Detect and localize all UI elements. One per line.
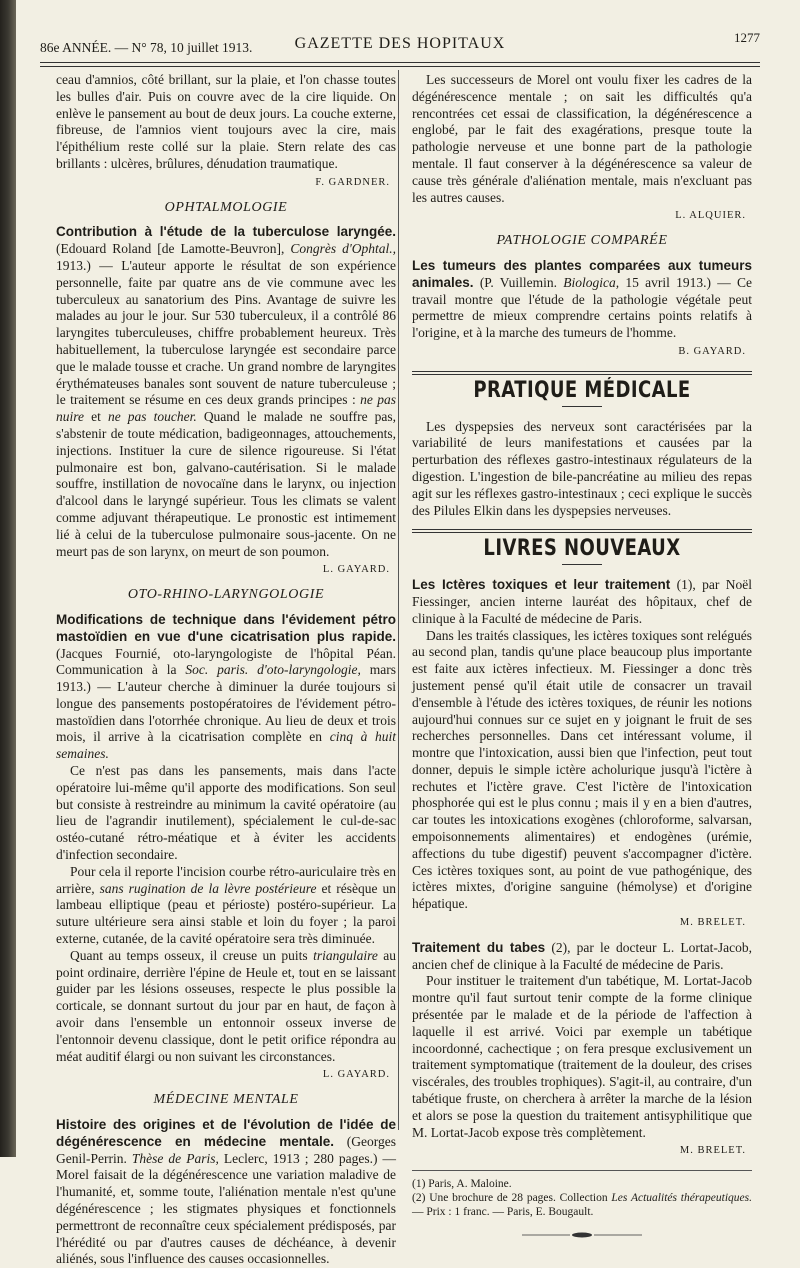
book-tabes-header [412, 940, 752, 974]
article-tumeurs [412, 258, 752, 342]
book-review: Dans les traités classiques, les ictères toxiques sont relégués au second plan, tandis qu'une place beaucoup plus importante est faite aux ictères infectieux. M. Fiessinger a donc très justement pensé qu'il était utile de consacrer un travail d'ensemble à l'étude des ictères toxiques, de réunir les notions aujourd'hui connues sur ce sujet en y joignant le fruit de ses recherches personnelles. Dans cet intéressant volume, il montre que l'intoxication, aussi bien que l'infection, peut tout donner, depuis le simple ictère acholurique jusqu'à l'ictère à rechutes et l'ictère grave. C'est l'ictère de l'intoxication phosphorée qui est le plus connu ; mais il y en a bien d'autres, car toutes les intoxications exogènes (chloroforme, salvarsan, empoisonnements alimentaires) et endogènes (urémie, affections du tube digestif) peuvent s'accompagner d'ictère. Ces ictères toxiques sont, au point de vue pathogénique, des ictères mixtes, d'origine sanguine (hémolyse) et d'origine hépatique. [412, 627, 752, 912]
article-journal: Thèse de Paris, [131, 1150, 219, 1166]
book-author: par Noël Fiessinger, ancien interne lauréat des hôpitaux, chef de clinique à la Faculté de médecine de Paris. [412, 577, 753, 626]
article-degenerescence [56, 1117, 396, 1268]
article-place: [de Lamotte-Beuvron], [157, 241, 285, 257]
article-journal: Congrès d'Ophtal., [290, 241, 397, 257]
article-paragraph: Ce n'est pas dans les pansements, mais dans l'acte opératoire lui-même qu'il apporte des modifications. Son seul but consiste à restreindre au minimum la cavité opératoire (au lieu de l'agrandir inutilement), spécialement le cul-de-sac ostéo-cutané rétro-méatique et à éviter les accidents d'infection secondaire. [56, 763, 396, 863]
book-review: Pour instituer le traitement d'un tabétique, M. Lortat-Jacob montre qu'il faut surtout tenir compte de la forme clinique présentée par le malade et de la période de l'affection à laquelle il est arrivé. Voici par exemple un tabétique incoordonné, cachectique ; on fera presque exclusivement un traitement symptomatique (traitement de la douleur, des crises viscérales, des troubles trophiques). S'agit-il, au contraire, d'un tabétique fruste, on cherchera à arrêter la marche de la lésion et alors se pose la question du traitement antisyphilitique que M. Lortat-Jacob expose très complètement. [412, 973, 752, 1140]
article-tuberculose [56, 224, 396, 560]
right-column [412, 72, 753, 1219]
section-heading-ophtalmologie: OPHTALMOLOGIE [164, 199, 288, 215]
article-year: 1913.) — [56, 257, 113, 273]
footnote-ref: (1), [676, 577, 696, 593]
fleuron-icon [522, 1231, 642, 1239]
article-body: au point ordinaire, derrière l'épine de Heule et, tout en se laissant guider par les lésions osseuses, respecte le plus possible la corticale, se donnant surtout du jour par en haut, de façon à avoir dans l'ensemble un entonnoir osseux inverse de l'entonnoir devenu classique, dont le petit orifice répondra au méat auditif élargi ou non suivant les circonstances. [56, 947, 396, 1064]
footnote-text: (2) Une brochure de 28 pages. Collection [412, 1192, 608, 1205]
page-header [40, 30, 760, 66]
header-rule [40, 62, 760, 63]
page-number: 1277 [734, 30, 760, 45]
book-author: par le docteur L. Lortat-Jacob, ancien chef de clinique à la Faculté de médecine de Paris. [412, 939, 753, 972]
article-emphasis: ne pas nuire [56, 392, 396, 425]
article-emphasis: triangulaire [313, 947, 378, 963]
signature: M. BRELET. [679, 1145, 746, 1157]
article-author: (P. Vuillemin. [479, 274, 558, 290]
article-body: L'auteur apporte le résultat de son expérience personnelle, faite par quatre ans de vie commune avec les tuberculeux au sanatorium des Pins. Avantage de suivre les malades au jour le jour. Sur 530 tuberculeux, il a contrôlé 86 laryngites tuberculeuses, chiffre probablement heureux. Très habituellement, la tuberculose laryngée est secondaire parce que le malade tousse et crache. Un grand nombre de laryngites érythémateuses banales sont souvent de nature tuberculeuse ; le traitement se résume en ces deux grands principes : [56, 257, 397, 408]
article-emphasis: ne pas toucher. [107, 409, 197, 425]
binding-spine [0, 0, 16, 1157]
article-author: (Edouard Roland [56, 241, 152, 257]
article-emphasis: sans rugination de la lèvre postérieure [99, 880, 317, 896]
article-title: Les tumeurs des plantes comparées aux tumeurs animales. [412, 257, 752, 290]
article-journal: Biologica, [563, 274, 620, 290]
short-rule [562, 406, 602, 407]
footnote-2 [412, 1191, 752, 1219]
article-paragraph [56, 948, 396, 1066]
header-rule-thin [40, 66, 760, 67]
footnote-text: — Prix : 1 franc. — Paris, E. Bougault. [412, 1206, 594, 1219]
article-title: Contribution à l'étude de la tuberculose laryngée. [56, 224, 396, 240]
signature: L. GAYARD. [322, 564, 390, 576]
article-body: et résèque un lambeau elliptique (peau et périoste) postéro-supérieur. La suture ultérieure sera ainsi stable et loin du foyer ; la paroi externe, cutanée, de la cavité opératoire sera très diminuée. [56, 880, 397, 947]
signature: L. GAYARD. [322, 1069, 390, 1081]
pratique-paragraph: Les dyspepsies des nerveux sont caractérisées par la variabilité de leurs manifestations et causées par la perturbation des réflexes gastro-intestinaux régulateurs de la digestion. L'ingestion de bile-pancréatine au milieu des repas agit sur les réflexes gastro-intestinaux ; ceci explique le succès des Pilules Elkin dans les dyspepsies nerveuses. [412, 418, 752, 518]
pratique-medicale-heading: PRATIQUE MÉDICALE [473, 377, 691, 403]
article-paragraph [56, 864, 396, 948]
short-rule [562, 564, 602, 565]
article-body: Leclerc, 1913 ; 280 pages.) — Morel faisait de la dégénérescence une variation maladive de l'humanité, et, somme toute, l'aliénation mentale n'est qu'une dégénérescence ; les stigmates physiques et fonctionnels permettront de reconnaître ceux spécialement prédisposés, par l'hérédité ou par d'autres causes de déchéance, à devenir aliénés, sous l'influence des causes occasionnelles. [56, 1150, 397, 1267]
article-body: Quant au temps osseux, il creuse un puits [70, 947, 308, 963]
book-title: Les Ictères toxiques et leur traitement [412, 577, 671, 593]
signature: B. GAYARD. [678, 345, 746, 357]
section-rule [412, 529, 752, 533]
article-author: (Georges Genil-Perrin. [56, 1133, 397, 1166]
footnote-1: (1) Paris, A. Maloine. [412, 1178, 512, 1191]
book-ictere-header [412, 577, 752, 627]
ornament-fleuron [412, 1227, 752, 1244]
article-emphasis: cinq à huit semaines. [56, 729, 397, 762]
article-title: Modifications de technique dans l'évidement pétro mastoïdien en vue d'une cicatrisation plus rapide. [56, 611, 396, 644]
signature: F. GARDNER. [315, 176, 390, 188]
section-heading-pathologie: PATHOLOGIE COMPARÉE [496, 233, 668, 249]
section-heading-medecine-mentale: MÉDECINE MENTALE [153, 1092, 299, 1108]
article-journal: Soc. paris. d'oto-laryngologie, [185, 662, 361, 678]
article-body: mars 1913.) — L'auteur cherche à diminuer la durée toujours si longue des pansements postopératoires de l'évidement pétro-mastoïdien dans l'otorrhée chronique. Au lieu de deux et trois mois, il arrive à la cicatrisation complète en [56, 662, 397, 745]
livres-nouveaux-heading: LIVRES NOUVEAUX [483, 536, 681, 562]
book-title: Traitement du tabes [412, 939, 546, 955]
section-rule [412, 371, 752, 375]
journal-title: GAZETTE DES HOPITAUX [294, 35, 506, 52]
article-body: oto-laryngologiste de l'hôpital Péan. Communication à la [56, 645, 396, 678]
article-evidement [56, 612, 396, 763]
signature: L. ALQUIER. [675, 210, 746, 222]
issue-line: 86e ANNÉE. — N° 78, 10 juillet 1913. [40, 40, 253, 55]
footnote-collection: Les Actualités thérapeutiques. [611, 1192, 752, 1205]
intro-paragraph: ceau d'amnios, côté brillant, sur la plaie, et l'on chasse toutes les bulles d'air. Puis on couvre avec de la cire liquide. On enlève le pansement au bout de deux jours. La couche externe, fibreuse, de l'amnios vient toujours avec la cire, mais l'épithélium reste collé sur la plaie. Stern relate des cas brillants : ulcères, brûlures, dénudation traumatique. [56, 72, 396, 171]
article-author: (Jacques Fournié, [56, 645, 161, 661]
article-conj: et [91, 409, 101, 425]
footnote-rule [412, 1170, 752, 1171]
signature: M. BRELET. [679, 917, 746, 929]
article-body: Quand le malade ne souffre pas, s'abstenir de toute médication, badigeonnages, attouchements, injections. Instituer la cure de silence rigoureuse. Si l'état pulmonaire est bon, galvano-cautérisation. Si le malade souffre, instillation de novocaïne dans le larynx, ou injection d'alcool dans le laryngé supérieur. Tous les climats se valent comme adjuvant thérapeutique. Le pronostic est intimement lié à celui de la tuberculose pulmonaire sous-jacente. On ne meurt pas de son larynx, on meurt de son poumon. [56, 409, 397, 559]
article-continuation: Les successeurs de Morel ont voulu fixer les cadres de la dégénérescence mentale ; on sait les difficultés qu'a rencontrées cet essai de classification, la dégénérescence a englobé, par le fait des exagérations, presque toute la pathologie nerveuse et une bonne part de la pathologie mentale. Il faut conserver à la dégénérescence sa valeur de cause très générale d'aliénation mentale, mais n'excluant pas les autres causes. [412, 72, 752, 205]
section-heading-oto: OTO-RHINO-LARYNGOLOGIE [127, 587, 325, 603]
article-body: Pour cela il reporte l'incision courbe rétro-auriculaire très en arrière, [56, 863, 396, 896]
left-column [56, 72, 397, 1267]
article-title: Histoire des origines et de l'évolution de l'idée de dégénérescence en médecine mentale. [56, 1117, 396, 1149]
column-divider [398, 70, 399, 1130]
article-body: 15 avril 1913.) — Ce travail montre que l'étude de la pathologie végétale peut permettre de mieux comprendre certains points relatifs à l'origine, et à la marche des tumeurs de l'homme. [412, 274, 753, 341]
footnote-ref: (2), [551, 939, 571, 955]
